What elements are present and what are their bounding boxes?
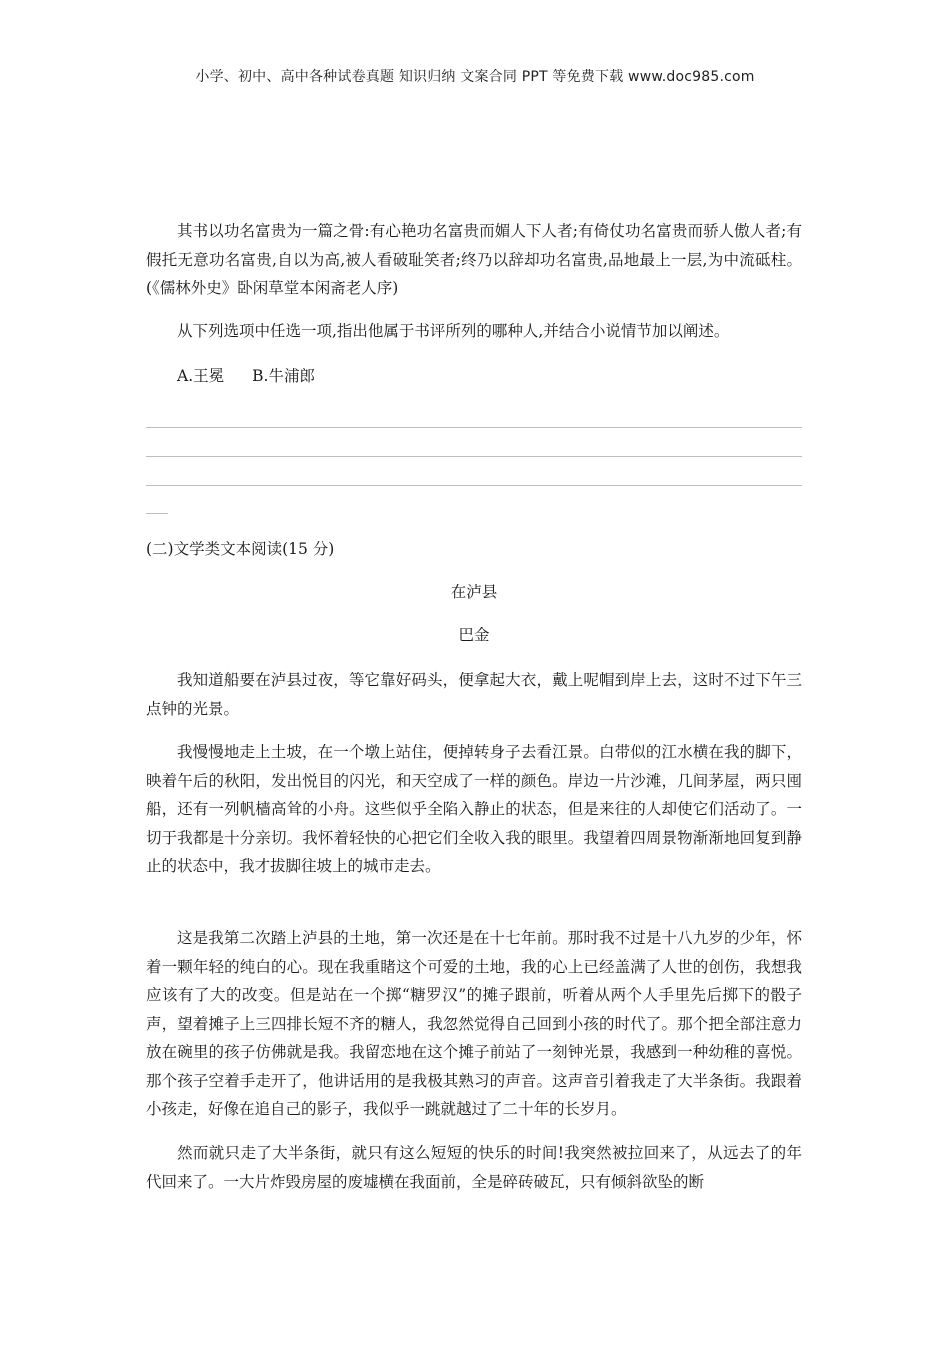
paragraph: 我慢慢地走上土坡，在一个墩上站住，便掉转身子去看江景。白带似的江水横在我的脚下，映着午后的秋阳，发出悦目的闪光，和天空成了一样的颜色。岸边一片沙滩，几间茅屋，两只囤船，还有一列帆樯高耸的小舟。这些似乎全陷入静止的状态，但是来往的人却使它们活动了。一切于我都是十分亲切。我怀着轻快的心把它们全收入我的眼里。我望着四周景物渐渐地回复到静止的状态中，我才拔脚往坡上的城市走去。 xyxy=(146,743,802,875)
option-a: A.王冕 xyxy=(177,367,225,385)
article-title: 在泸县 xyxy=(450,583,498,601)
question-prompt-block xyxy=(146,317,802,346)
article-title-block xyxy=(146,578,802,607)
section-heading: (二)文学类文本阅读(15 分) xyxy=(146,540,335,558)
book-review-quote: 其书以功名富贵为一篇之骨:有心艳功名富贵而媚人下人者;有倚仗功名富贵而骄人傲人者;有假托无意功名富贵,自以为高,被人看破耻笑者;终乃以辞却功名富贵,品地最上一层,为中流砥柱。(《儒林外史》卧闲草堂本闲斋老人序) xyxy=(146,222,802,297)
article-author-block xyxy=(146,621,802,650)
article-paragraph-4 xyxy=(146,1139,802,1196)
section-heading-block xyxy=(146,535,802,564)
question-options xyxy=(146,362,802,391)
article-paragraph-1 xyxy=(146,666,802,723)
answer-line-1 xyxy=(146,427,802,428)
answer-line-2 xyxy=(146,456,802,457)
answer-line-4 xyxy=(146,513,168,514)
article-author: 巴金 xyxy=(458,626,490,644)
article-paragraph-3 xyxy=(146,924,802,1124)
paragraph: 这是我第二次踏上泸县的土地，第一次还是在十七年前。那时我不过是十八九岁的少年，怀着一颗年轻的纯白的心。现在我重睹这个可爱的土地，我的心上已经盖满了人世的创伤，我想我应该有了大的改变。但是站在一个掷“糖罗汉”的摊子跟前，听着从两个人手里先后掷下的骰子声，望着摊子上三四排长短不齐的糖人，我忽然觉得自己回到小孩的时代了。那个把全部注意力放在碗里的孩子仿佛就是我。我留恋地在这个摊子前站了一刻钟光景，我感到一种幼稚的喜悦。那个孩子空着手走开了，他讲话用的是我极其熟习的声音。这声音引着我走了大半条街。我跟着小孩走，好像在追自己的影子，我似乎一跳就越过了二十年的长岁月。 xyxy=(146,929,802,1118)
paragraph: 然而就只走了大半条街，就只有这么短短的快乐的时间!我突然被拉回来了，从远去了的年代回来了。一大片炸毁房屋的废墟横在我面前，全是碎砖破瓦，只有倾斜欲坠的断 xyxy=(146,1144,802,1191)
question-block xyxy=(146,217,802,303)
question-prompt: 从下列选项中任选一项,指出他属于书评所列的哪种人,并结合小说情节加以阐述。 xyxy=(177,322,730,340)
answer-line-3 xyxy=(146,485,802,486)
paragraph: 我知道船要在泸县过夜，等它靠好码头，便拿起大衣，戴上呢帽到岸上去，这时不过下午三点钟的光景。 xyxy=(146,671,802,718)
article-paragraph-2 xyxy=(146,738,802,881)
option-b: B.牛浦郎 xyxy=(252,367,315,385)
page-header-banner: 小学、初中、高中各种试卷真题 知识归纳 文案合同 PPT 等免费下载 www.doc985.com xyxy=(195,69,755,85)
